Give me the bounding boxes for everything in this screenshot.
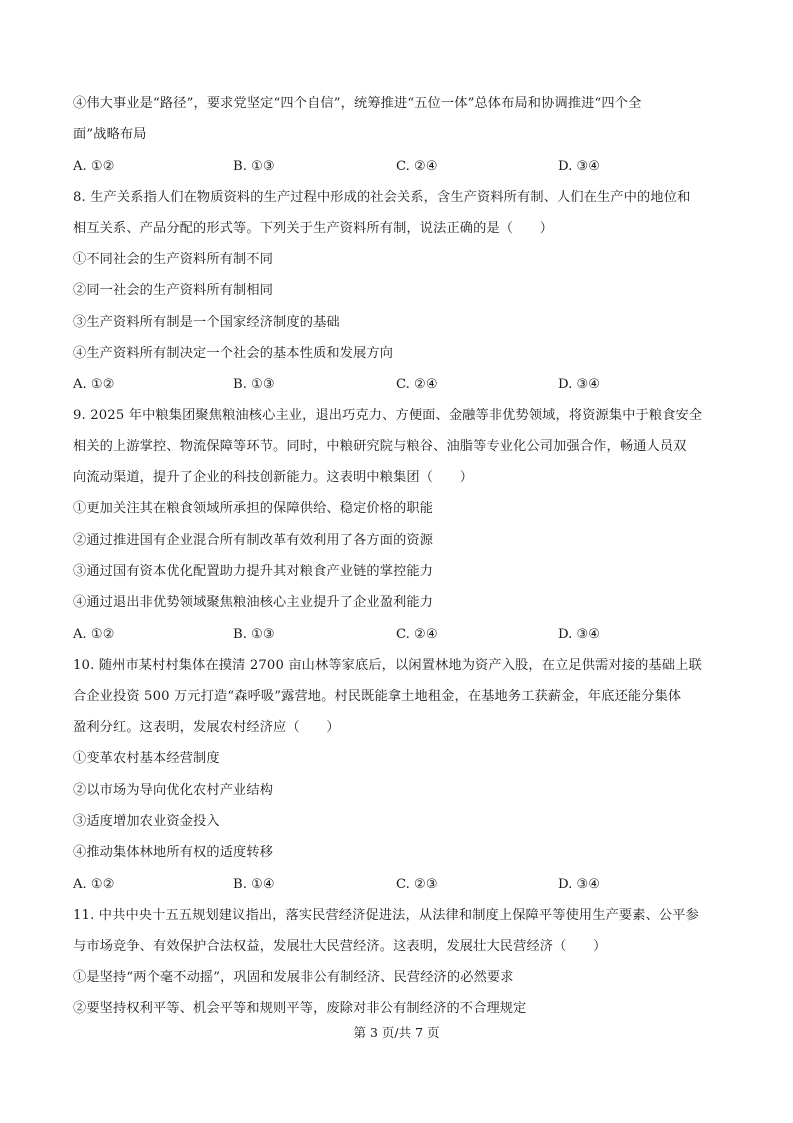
q9-option-2: ②通过推进国有企业混合所有制改革有效利用了各方面的资源	[73, 533, 434, 548]
q10-option-1: ①变革农村基本经营制度	[73, 751, 220, 766]
q7-choice-b: B. ①③	[233, 159, 275, 174]
q8-choice-c: C. ②④	[396, 377, 438, 392]
q9-option-4: ④通过退出非优势领域聚焦粮油核心主业提升了企业盈利能力	[73, 595, 434, 610]
q10-option-3: ③适度增加农业资金投入	[73, 814, 220, 829]
q9-choice-a: A. ①②	[73, 627, 115, 642]
q9-stem-line-3: 向流动渠道，提升了企业的科技创新能力。这表明中粮集团（ ）	[73, 470, 474, 485]
q9-stem-line-2: 相关的上游掌控、物流保障等环节。同时，中粮研究院与粮谷、油脂等专业化公司加强合作，畅通人员双	[73, 439, 687, 454]
q7-choice-c: C. ②④	[396, 159, 438, 174]
q11-stem-line-1: 11. 中共中央十五五规划建议指出，落实民营经济促进法，从法律和制度上保障平等使用生产要素、公平参	[73, 908, 699, 923]
q8-choices	[73, 376, 713, 394]
q8-choice-a: A. ①②	[73, 377, 115, 392]
q8-option-1: ①不同社会的生产资料所有制不同	[73, 252, 274, 267]
q11-stem-line-2: 与市场竞争、有效保护合法权益，发展壮大民营经济。这表明，发展壮大民营经济（ ）	[73, 939, 607, 954]
q10-choice-d: D. ③④	[558, 877, 601, 892]
q7-choices	[73, 158, 713, 176]
q10-option-4: ④推动集体林地所有权的适度转移	[73, 845, 274, 860]
q8-option-2: ②同一社会的生产资料所有制相同	[73, 283, 274, 298]
q10-choice-b: B. ①④	[233, 877, 275, 892]
q10-choice-a: A. ①②	[73, 877, 115, 892]
q8-stem-line-1: 8. 生产关系指人们在物质资料的生产过程中形成的社会关系，含生产资料所有制、人们在生产中的地位和	[73, 190, 691, 205]
q9-choice-d: D. ③④	[558, 627, 601, 642]
page-number-footer: 第 3 页/共 7 页	[353, 1025, 440, 1040]
q10-stem-line-1: 10. 随州市某村村集体在摸清 2700 亩山林等家底后，以闲置林地为资产入股，在立足供需对接的基础上联	[73, 658, 702, 673]
q8-option-3: ③生产资料所有制是一个国家经济制度的基础	[73, 315, 340, 330]
q7-choice-a: A. ①②	[73, 159, 115, 174]
q11-option-1: ①是坚持“两个毫不动摇”，巩固和发展非公有制经济、民营经济的必然要求	[73, 970, 514, 985]
q8-choice-b: B. ①③	[233, 377, 275, 392]
q11-option-2: ②要坚持权利平等、机会平等和规则平等，废除对非公有制经济的不合理规定	[73, 1001, 527, 1016]
q9-stem-line-1: 9. 2025 年中粮集团聚焦粮油核心主业，退出巧克力、方便面、金融等非优势领域，将资源集中于粮食安全	[73, 408, 703, 423]
q10-choice-c: C. ②③	[396, 877, 438, 892]
q10-stem-line-3: 盈利分红。这表明，发展农村经济应（ ）	[73, 720, 340, 735]
q10-option-2: ②以市场为导向优化农村产业结构	[73, 783, 274, 798]
q8-choice-d: D. ③④	[558, 377, 601, 392]
q10-stem-line-2: 合企业投资 500 万元打造“森呼吸”露营地。村民既能拿土地租金，在基地务工获薪金，年底还能分集体	[73, 689, 682, 704]
q10-choices	[73, 876, 713, 894]
q8-stem-line-2: 相互关系、产品分配的形式等。下列关于生产资料所有制，说法正确的是（ ）	[73, 221, 554, 236]
q9-option-1: ①更加关注其在粮食领域所承担的保障供给、稳定价格的职能	[73, 501, 434, 516]
q7-choice-d: D. ③④	[558, 159, 601, 174]
q7-option-4-line-2: 面”战略布局	[73, 127, 147, 142]
q9-option-3: ③通过国有资本优化配置助力提升其对粮食产业链的掌控能力	[73, 564, 434, 579]
q8-option-4: ④生产资料所有制决定一个社会的基本性质和发展方向	[73, 346, 394, 361]
q7-option-4-line-1: ④伟大事业是“路径”，要求党坚定“四个自信”，统筹推进“五位一体”总体布局和协调推进“四个全	[73, 96, 642, 111]
q9-choice-c: C. ②④	[396, 627, 438, 642]
q9-choice-b: B. ①③	[233, 627, 275, 642]
q9-choices	[73, 626, 713, 644]
